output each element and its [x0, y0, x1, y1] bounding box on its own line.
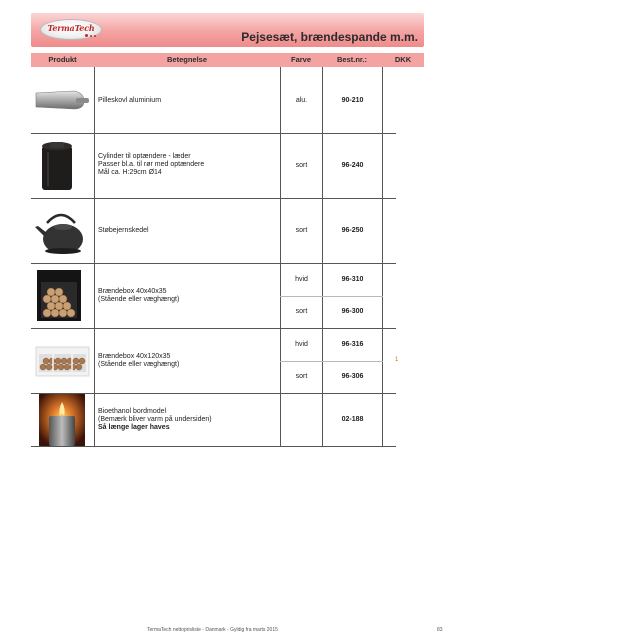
col-divider	[322, 67, 323, 446]
order-number: 90-210	[341, 97, 364, 104]
logo-text: TermaTech	[47, 23, 95, 33]
order-number: 96-306	[341, 373, 364, 380]
color-value: sort	[295, 162, 308, 169]
description-line: Passer bl.a. til rør med optændere	[98, 161, 205, 168]
page-title: Pejsesæt, brændespande m.m.	[241, 30, 418, 44]
col-header-price: DKK	[394, 55, 412, 64]
description-line: Støbejernskedel	[98, 227, 149, 234]
description-line: Cylinder til optændere - læder	[98, 153, 191, 160]
row-divider	[31, 328, 396, 329]
col-divider	[94, 67, 95, 446]
color-value: hvid	[295, 341, 308, 348]
bioethanol-burner-icon	[39, 394, 85, 446]
color-value: sort	[295, 308, 308, 315]
row-3-description	[98, 227, 149, 235]
cast-iron-kettle-icon	[33, 205, 89, 257]
order-number: 96-250	[341, 227, 364, 234]
firewood-box-long-icon	[35, 346, 90, 377]
order-number: 96-310	[341, 276, 364, 283]
row-6-description	[98, 408, 212, 432]
color-value: hvid	[295, 276, 308, 283]
row-divider	[31, 446, 396, 447]
footer-text: TermaTech nettoprisliste - Danmark - Gyldig fra marts 2015	[147, 627, 278, 633]
col-header-product: Produkt	[48, 55, 77, 64]
row-divider	[31, 393, 396, 394]
variant-divider	[280, 296, 383, 297]
description-line: (Stående eller væghængt)	[98, 296, 180, 303]
row-1-description	[98, 97, 161, 105]
col-divider	[280, 67, 281, 446]
page-number: 83	[437, 627, 443, 633]
order-number: 96-300	[341, 308, 364, 315]
side-note: 1	[395, 357, 399, 363]
col-header-description: Betegnelse	[166, 55, 208, 64]
color-value: sort	[295, 373, 308, 380]
row-5-description	[98, 353, 179, 369]
color-value: sort	[295, 227, 308, 234]
row-divider	[31, 198, 396, 199]
firewood-box-square-icon	[36, 269, 82, 322]
description-line: Pilleskovl aluminium	[98, 97, 162, 104]
stock-notice: Så længe lager haves	[98, 424, 170, 431]
row-divider	[31, 133, 396, 134]
description-line: Bioethanol bordmodel	[98, 408, 167, 415]
col-divider	[382, 67, 383, 446]
description-line: (Bemærk bliver varm på undersiden)	[98, 416, 212, 423]
order-number: 02-188	[341, 416, 364, 423]
row-2-description	[98, 153, 204, 177]
order-number: 96-316	[341, 341, 364, 348]
description-line: Mål ca. H:29cm Ø14	[98, 169, 162, 176]
leather-cylinder-icon	[38, 140, 76, 192]
description-line: (Stående eller væghængt)	[98, 361, 180, 368]
pellet-scoop-icon	[34, 87, 90, 113]
row-divider	[31, 263, 396, 264]
variant-divider	[280, 361, 383, 362]
col-header-color: Farve	[290, 55, 311, 64]
row-4-description	[98, 288, 179, 304]
color-value: alu.	[295, 97, 308, 104]
col-header-order-no: Best.nr.:	[336, 55, 367, 64]
order-number: 96-240	[341, 162, 364, 169]
description-line: Brændebox 40x40x35	[98, 288, 167, 295]
description-line: Brændebox 40x120x35	[98, 353, 171, 360]
